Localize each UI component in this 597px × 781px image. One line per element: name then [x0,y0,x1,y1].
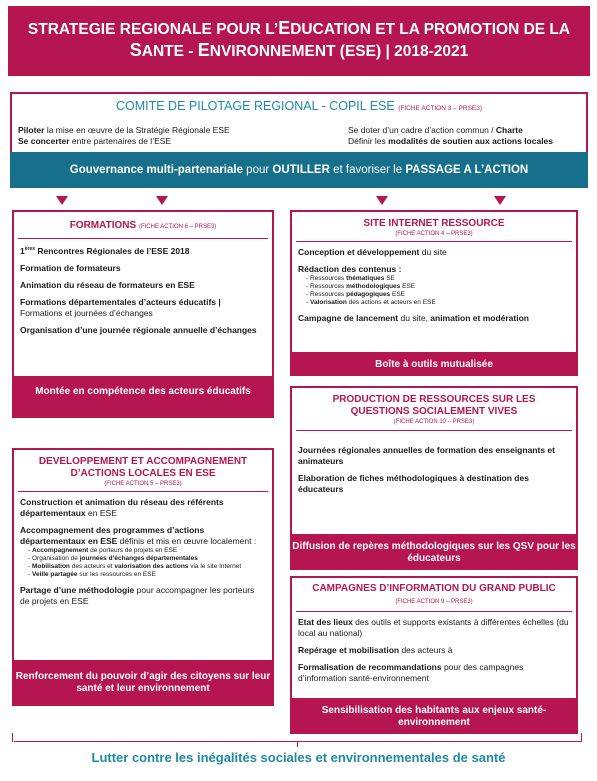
production-box: PRODUCTION DE RESSOURCES SUR LES QUESTIONS SOCIALEMENT VIVES (FICHE ACTION 10 – PRSE3) Journées régionales annuelles de formation des enseignants et animateurs Elaboration de fiches méthodologiques à destination des éducateurs [290,386,578,536]
formations-outcome: Montée en compétence des acteurs éducatifs [12,378,274,418]
production-outcome: Diffusion de repères méthodologiques sur les QSV pour les éducateurs [290,536,578,570]
site-title: SITE INTERNET RESSOURCE (FICHE ACTION 4 – PRSE3) [363,218,505,237]
arrow-down-icon [156,196,168,205]
site-outcome: Boîte à outils mutualisée [290,354,578,376]
dev-box: DEVELOPPEMENT ET ACCOMPAGNEMENT D’ACTIONS LOCALES EN ESE (FICHE ACTION 5 – PRSE3) Construction et animation du réseau des référents départementaux en ESE Accompagnement des programmes d’actions départementaux en ESE définis et mis en œuvre localement : - Accompagnement de porteurs de projets en ESE - Organisation de journées d’échanges départementales - Mobilisation des acteurs et valorisation des actions via le site Internet - Veille partagée sur les ressources en ESE Partage d’une méthodologie pour accompagner les porteurs de projets en ESE [12,448,274,662]
formations-title: FORMATIONS (FICHE ACTION 6 – PRSE3) [69,220,217,231]
arrow-down-icon [494,196,506,205]
brace-right-tick [581,733,582,742]
copil-right: Se doter d’un cadre d’action commun / Charte Définir les modalités de soutien aux actions locales [348,125,554,146]
dev-outcome: Renforcement du pouvoir d’agir des citoyens sur leur santé et leur environnement [12,662,274,706]
campagnes-box: CAMPAGNES D’INFORMATION DU GRAND PUBLIC (FICHE ACTION 9 – PRSE3) Etat des lieux des outils et supports existants à différentes échelles (du local au national) Repérage et mobilisation des acteurs à Formalisation de recommandations pour des campagnes d’information santé-environnement [290,576,578,700]
copil-left: Piloter la mise en œuvre de la Stratégie Régionale ESE Se concerter entre partenaires de l’ESE [18,125,230,146]
brace-line [14,741,582,742]
brace-left-tick [12,733,13,742]
brace-center-tick [297,741,298,747]
copil-title: COMITE DE PILOTAGE REGIONAL - COPIL ESE (FICHE ACTION 3 – PRSE3) [115,99,483,113]
campagnes-title: CAMPAGNES D’INFORMATION DU GRAND PUBLIC (FICHE ACTION 9 – PRSE3) [312,583,556,605]
footer-goal: Lutter contre les inégalités sociales et environnementales de santé [91,750,506,765]
page-title: STRATEGIE REGIONALE POUR L’EDUCATION ET LA PROMOTION DE LA SANTE - ENVIRONNEMENT (ESE) | 2018-2021 [8,6,590,76]
dev-title: DEVELOPPEMENT ET ACCOMPAGNEMENT D’ACTIONS LOCALES EN ESE (FICHE ACTION 5 – PRSE3) [38,456,248,487]
formations-box: FORMATIONS (FICHE ACTION 6 – PRSE3) 1ères Rencontres Régionales de l’ESE 2018 Formation de formateurs Animation du réseau de formateurs en ESE Formations départementales d’acteurs éducatifs | Formations et journées d’échanges Organisation d’une journée régionale annuelle d’échanges [12,210,274,378]
arrow-down-icon [376,196,388,205]
site-box: SITE INTERNET RESSOURCE (FICHE ACTION 4 – PRSE3) Conception et développement du site Rédaction des contenus : - Ressources thématiques SE - Ressources méthodologiques ESE - Ressources pédagogiques ESE - Valorisation des actions et acteurs en ESE Campagne de lancement du site, animation et modération [290,210,578,354]
arrow-down-icon [56,196,68,205]
campagnes-outcome: Sensibilisation des habitants aux enjeux santé-environnement [290,700,578,734]
production-title: PRODUCTION DE RESSOURCES SUR LES QUESTIONS SOCIALEMENT VIVES (FICHE ACTION 10 – PRSE3) [332,394,536,425]
governance-bar: Gouvernance multi-partenariale pour OUTILLER et favoriser le PASSAGE A L’ACTION [10,152,588,188]
